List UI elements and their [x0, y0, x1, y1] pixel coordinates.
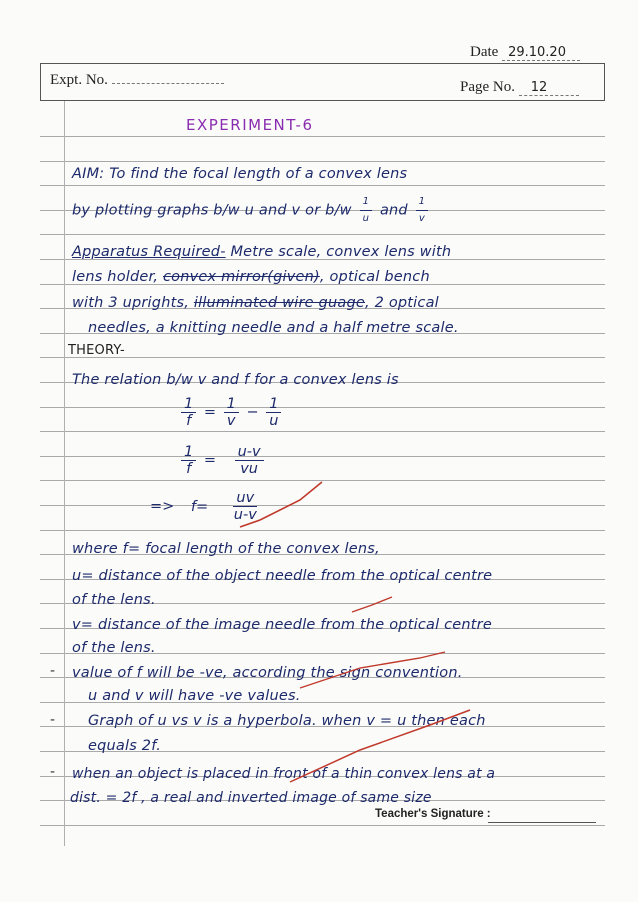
equation-2: $\frac{1}{f}$ = $\frac{u-v}{vu}$ [178, 444, 267, 477]
where-line-1: where f= focal length of the convex lens, [72, 541, 380, 557]
aim-frac-v: $\frac{1}{v}$ [416, 194, 429, 227]
note-3b: dist. = 2f , a real and inverted image of same size [70, 790, 432, 806]
note-1b: u and v will have -ve values. [88, 688, 301, 704]
check-mark [290, 710, 470, 782]
apparatus-line-4: needles, a knitting needle and a half metre scale. [88, 320, 459, 336]
apparatus-text: lens holder, [72, 269, 159, 285]
check-mark [300, 652, 445, 688]
apparatus-line-1-rest: Metre scale, convex lens with [230, 244, 452, 260]
equation-3: => f= $\frac{uv}{u-v}$ [150, 490, 257, 523]
note-2a: Graph of u vs v is a hyperbola. when v = u then each [88, 713, 486, 729]
theory-intro: The relation b/w v and f for a convex lens is [72, 372, 399, 388]
apparatus-text: , optical bench [319, 269, 430, 285]
aim-frac-u: $\frac{1}{u}$ [360, 194, 373, 227]
where-line-3: of the lens. [72, 592, 156, 608]
apparatus-text: with 3 uprights, [72, 295, 190, 311]
note-2b: equals 2f. [88, 738, 162, 754]
page-label: Page No. [460, 79, 515, 95]
note-1a: value of f will be -ve, according the sign convention. [72, 665, 463, 681]
where-line-2: u= distance of the object needle from the optical centre [72, 568, 493, 584]
page-title: EXPERIMENT-6 [186, 116, 314, 134]
page-value: 12 [519, 80, 579, 96]
bullet-dash: - [50, 663, 56, 679]
date-label: Date 29.10.20 [470, 44, 580, 61]
bullet-dash: - [50, 764, 56, 780]
bullet-dash: - [50, 712, 56, 728]
equation-1: $\frac{1}{f}$ = $\frac{1}{v}$ − $\frac{1}{u}$ [178, 396, 284, 429]
note-3a: when an object is placed in front of a thin convex lens at a [72, 766, 496, 782]
struck-text: illuminated wire guage [193, 295, 365, 311]
theory-label: THEORY- [68, 343, 125, 358]
apparatus-text: , 2 optical [364, 295, 439, 311]
aim-and: and [379, 202, 408, 219]
apparatus-label: Apparatus Required- [72, 244, 226, 260]
date-value: 29.10.20 [502, 45, 580, 61]
where-line-5: of the lens. [72, 640, 156, 656]
aim-line-2-text: by plotting graphs b/w u and v or b/w [72, 202, 352, 219]
where-line-4: v= distance of the image needle from the optical centre [72, 617, 492, 633]
aim-line-1: AIM: To find the focal length of a convex lens [72, 166, 408, 182]
check-mark [352, 597, 392, 612]
expt-label: Expt. No. [50, 72, 108, 88]
check-mark [240, 482, 322, 527]
struck-text: convex mirror(given) [162, 269, 320, 285]
teacher-signature-label: Teacher's Signature : [375, 808, 491, 820]
